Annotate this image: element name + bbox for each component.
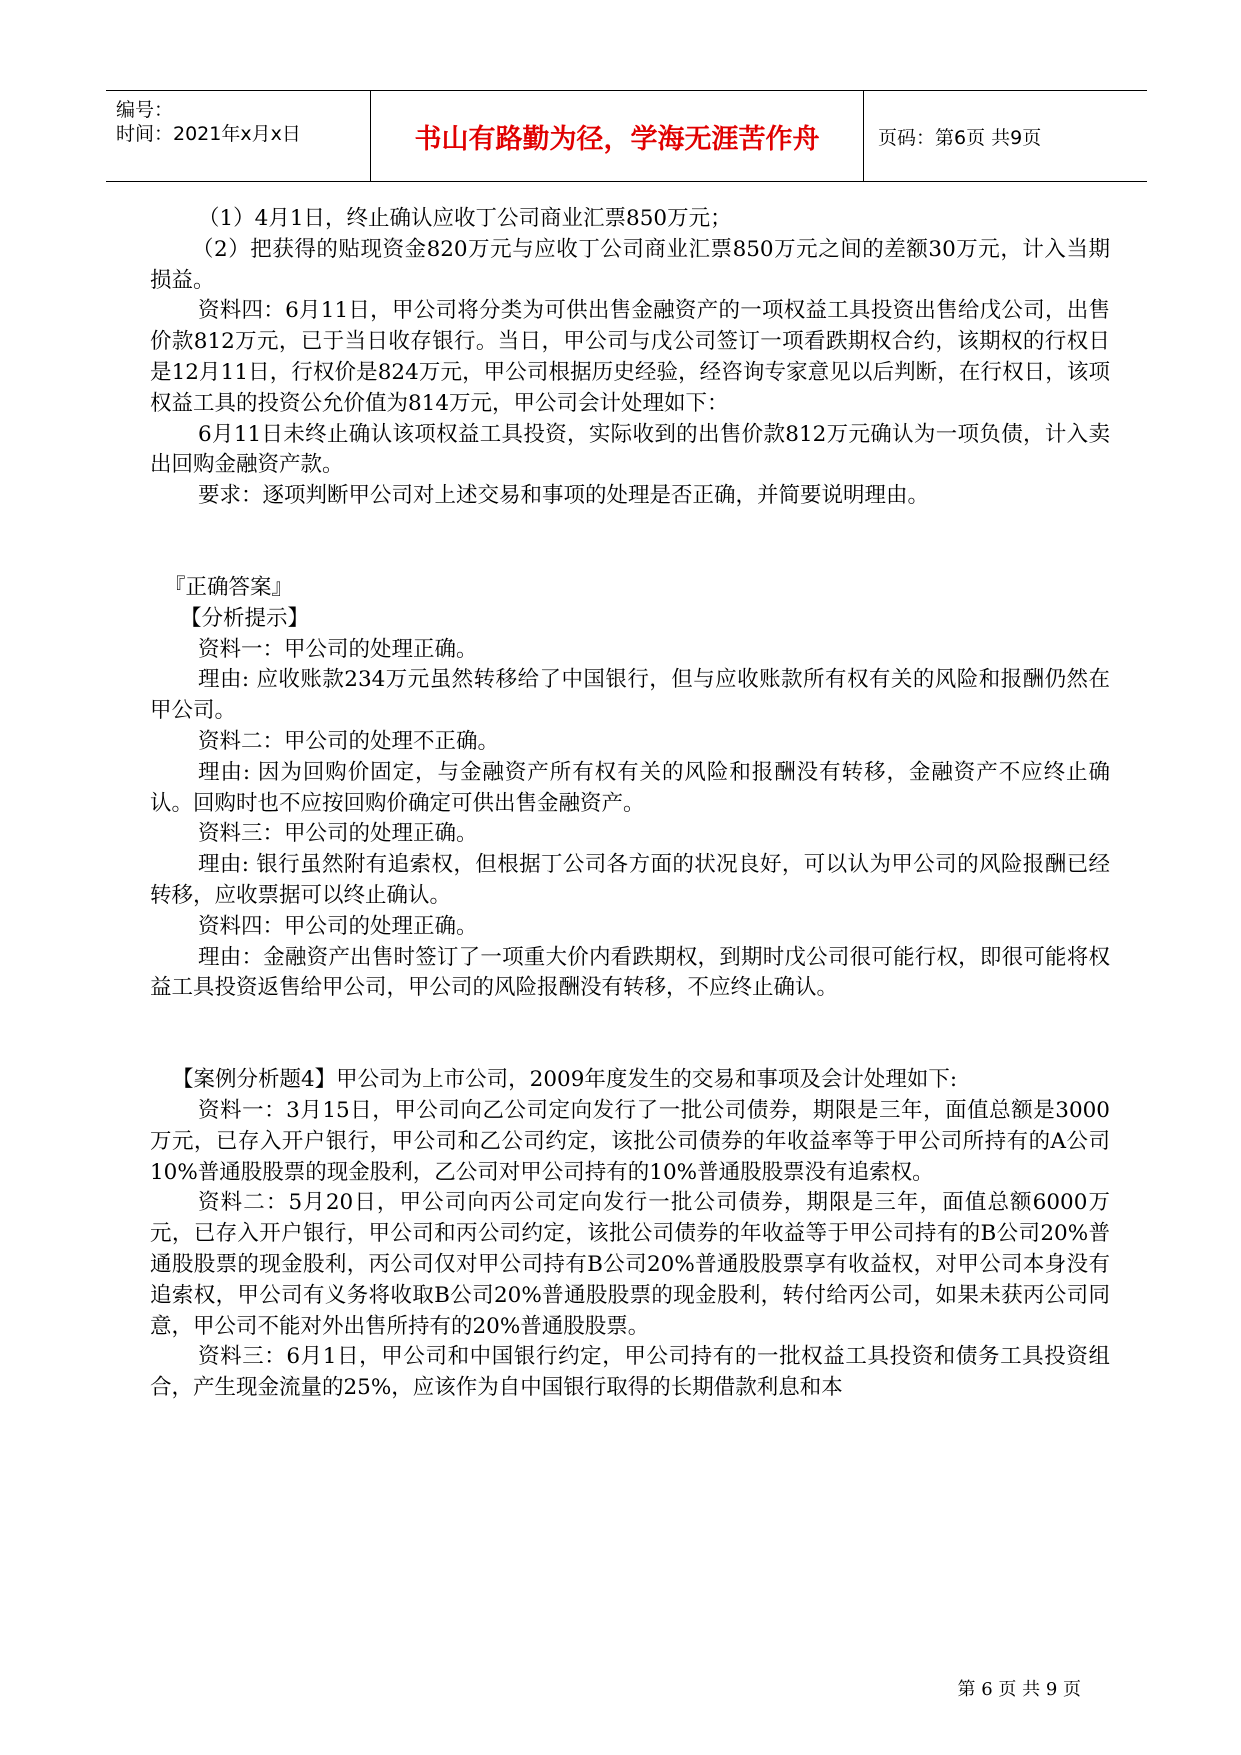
paragraph: 理由: 因为回购价固定，与金融资产所有权有关的风险和报酬没有转移，金融资产不应终止确认。回购时也不应按回购价确定可供出售金融资产。 — [150, 759, 1110, 816]
paragraph: 资料四：甲公司的处理正确。 — [198, 913, 478, 939]
paragraph: 资料一：甲公司的处理正确。 — [198, 636, 478, 662]
page-label: 页码：第6页 共9页 — [878, 126, 1042, 149]
paragraph: 理由: 银行虽然附有追索权，但根据丁公司各方面的状况良好，可以认为甲公司的风险报酬已经转移，应收票据可以终止确认。 — [150, 852, 1110, 908]
page-info-cell — [864, 91, 1147, 181]
paragraph: 资料三：甲公司的处理正确。 — [198, 821, 478, 847]
motto-text: 书山有路勤为径，学海无涯苦作舟 — [414, 123, 820, 155]
paragraph: 6月11日未终止确认该项权益工具投资，实际收到的出售价款812万元确认为一项负债，计入卖出回购金融资产款。 — [150, 421, 1110, 478]
paragraph: 资料二：甲公司的处理不正确。 — [198, 728, 500, 754]
paragraph: （2）把获得的贴现资金820万元与应收丁公司商业汇票850万元之间的差额30万元，计入当期损益。 — [150, 236, 1110, 293]
document-body — [150, 204, 1110, 1404]
answer-heading: 『正确答案』 — [164, 574, 294, 600]
paragraph: 资料二：5月20日，甲公司向丙公司定向发行一批公司债券，期限是三年，面值总额6000万元，已存入开户银行，甲公司和丙公司约定，该批公司债券的年收益等于甲公司持有的B公司20%普通股股票的现金股利，丙公司仅对甲公司持有B公司20%普通股股票享有收益权，对甲公司本身没有追索权，甲公司有义务将收取B公司20%普通股股票的现金股利，转付给丙公司，如果未获丙公司同意，甲公司不能对外出售所持有的20%普通股股票。 — [150, 1190, 1110, 1339]
case-heading: 【案例分析题4】甲公司为上市公司，2009年度发生的交易和事项及会计处理如下: — [172, 1067, 958, 1093]
paragraph: 资料一：3月15日，甲公司向乙公司定向发行了一批公司债券，期限是三年，面值总额是3000万元，已存入开户银行，甲公司和乙公司约定，该批公司债券的年收益率等于甲公司所持有的A公司10%普通股股票的现金股利，乙公司对甲公司持有的10%普通股股票没有追索权。 — [150, 1097, 1110, 1185]
analysis-heading: 【分析提示】 — [180, 605, 310, 631]
number-label: 编号： — [116, 99, 174, 121]
page-footer: 第 6 页 共 9 页 — [957, 1679, 1081, 1700]
paragraph: 理由: 应收账款234万元虽然转移给了中国银行，但与应收账款所有权有关的风险和报酬仍然在甲公司。 — [150, 667, 1110, 724]
paragraph: 资料三：6月1日，甲公司和中国银行约定，甲公司持有的一批权益工具投资和债务工具投资组合，产生现金流量的25%，应该作为自中国银行取得的长期借款利息和本 — [150, 1344, 1110, 1401]
header-info-cell — [106, 91, 371, 181]
paragraph: （1）4月1日，终止确认应收丁公司商业汇票850万元； — [198, 206, 732, 231]
spacer — [150, 1004, 1110, 1065]
paragraph: 理由：金融资产出售时签订了一项重大价内看跌期权，到期时戊公司很可能行权，即很可能将权益工具投资返售给甲公司，甲公司的风险报酬没有转移，不应终止确认。 — [150, 944, 1110, 1001]
spacer — [150, 512, 1110, 573]
time-label: 时间：2021年x月x日 — [116, 123, 301, 145]
motto-cell — [371, 91, 864, 181]
paragraph: 要求：逐项判断甲公司对上述交易和事项的处理是否正确，并简要说明理由。 — [198, 483, 930, 509]
page-header — [106, 90, 1147, 182]
paragraph: 资料四：6月11日，甲公司将分类为可供出售金融资产的一项权益工具投资出售给戊公司，出售价款812万元，已于当日收存银行。当日，甲公司与戊公司签订一项看跌期权合约，该期权的行权日是12月11日，行权价是824万元，甲公司根据历史经验，经咨询专家意见以后判断，在行权日，该项权益工具的投资公允价值为814万元，甲公司会计处理如下： — [150, 298, 1110, 416]
